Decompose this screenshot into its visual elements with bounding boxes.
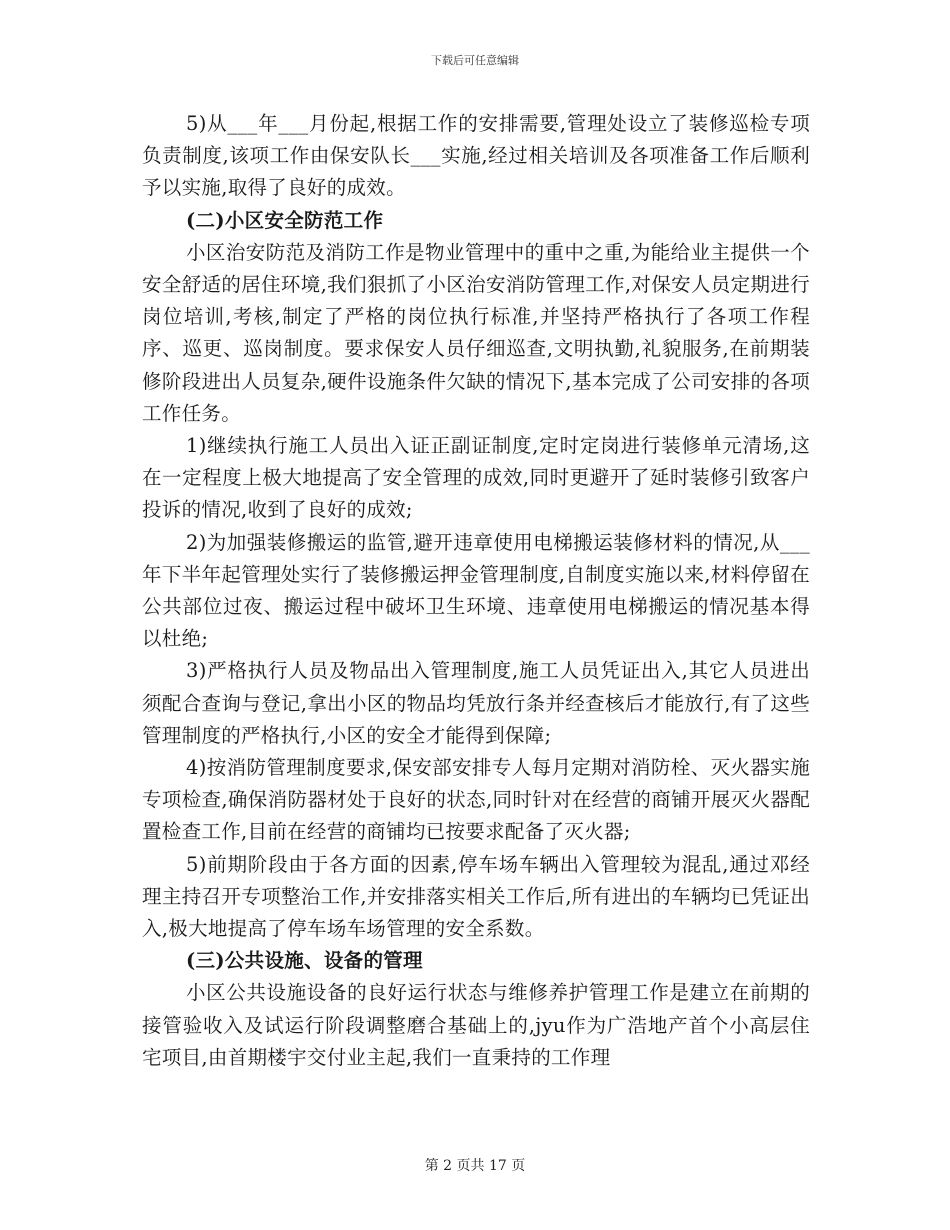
paragraph-item-5-parking: 5)前期阶段由于各方面的因素,停车场车辆出入管理较为混乱,通过邓经理主持召开专项整治工作,并安排落实相关工作后,所有进出的车辆均已凭证出入,极大地提高了停车场车场管理的安全系数。 <box>142 852 810 941</box>
paragraph-item-2-moving-deposit: 2)为加强装修搬运的监管,避开违章使用电梯搬运装修材料的情况,从___年下半年起管理处实行了装修搬运押金管理制度,自制度实施以来,材料停留在公共部位过夜、搬运过程中破坏卫生环境、违章使用电梯搬运的情况基本得以杜绝; <box>142 530 810 651</box>
paragraph-security-overview: 小区治安防范及消防工作是物业管理中的重中之重,为能给业主提供一个安全舒适的居住环境,我们狠抓了小区治安消防管理工作,对保安人员定期进行岗位培训,考核,制定了严格的岗位执行标准,并坚持严格执行了各项工作程序、巡更、巡岗制度。要求保安人员仔细巡查,文明执勤,礼貌服务,在前期装修阶段进出人员复杂,硬件设施条件欠缺的情况下,基本完成了公司安排的各项工作任务。 <box>142 240 810 425</box>
section-heading-security: (二)小区安全防范工作 <box>186 208 384 232</box>
paragraph-facilities-overview: 小区公共设施设备的良好运行状态与维修养护管理工作是建立在前期的接管验收入及试运行阶段调整磨合基础上的,jyu作为广浩地产首个小高层住宅项目,由首期楼宇交付业主起,我们一直秉持的工作理 <box>142 981 810 1069</box>
paragraph-item-1-access-pass: 1)继续执行施工人员出入证正副证制度,定时定岗进行装修单元清场,这在一定程度上极大地提高了安全管理的成效,同时更避开了延时装修引致客户投诉的情况,收到了良好的成效; <box>142 434 810 522</box>
page-number: 第 2 页共 17 页 <box>424 1158 526 1174</box>
page-header: 下载后可任意编辑 <box>431 54 519 67</box>
paragraph-inspection-responsibility: 5)从___年___月份起,根据工作的安排需要,管理处设立了装修巡检专项负责制度,该项工作由保安队长___实施,经过相关培训及各项准备工作后顺利予以实施,取得了良好的成效。 <box>142 112 810 200</box>
paragraph-item-3-entry-exit: 3)严格执行人员及物品出入管理制度,施工人员凭证出入,其它人员进出须配合查询与登记,拿出小区的物品均凭放行条并经查核后才能放行,有了这些管理制度的严格执行,小区的安全才能得到保障; <box>142 659 810 747</box>
section-heading-facilities: (三)公共设施、设备的管理 <box>186 949 423 973</box>
paragraph-item-4-fire-safety: 4)按消防管理制度要求,保安部安排专人每月定期对消防栓、灭火器实施专项检查,确保消防器材处于良好的状态,同时针对在经营的商铺开展灭火器配置检查工作,目前在经营的商铺均已按要求配备了灭火器; <box>142 756 810 844</box>
document-body <box>142 108 810 1074</box>
